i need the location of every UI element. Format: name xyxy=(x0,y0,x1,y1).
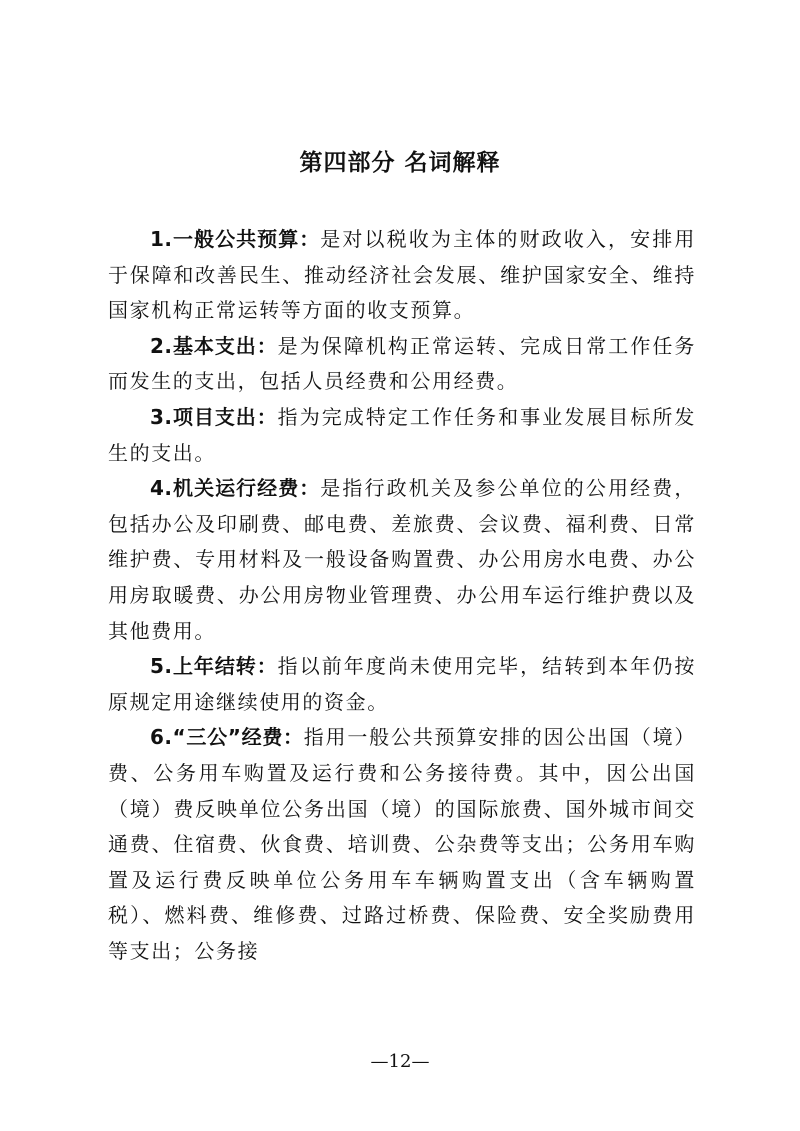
paragraph-basic-expenditure xyxy=(108,329,696,400)
paragraph-three-public-expenses xyxy=(108,720,696,969)
paragraph-general-public-budget xyxy=(108,222,696,329)
term-label: 1.一般公共预算： xyxy=(150,227,321,251)
term-label: 3.项目支出： xyxy=(150,404,278,429)
term-definition: 指以前年度尚未使用完毕，结转到本年仍按原规定用途继续使用的资金。 xyxy=(108,654,697,714)
term-definition: 是指行政机关及参公单位的公用经费，包括办公及印刷费、邮电费、差旅费、会议费、福利费、日常维护费、专用材料及一般设备购置费、办公用房水电费、办公用房取暖费、办公用房物业管理费、办公用车运行维护费以及其他费用。 xyxy=(108,476,697,643)
term-definition: 指为完成特定工作任务和事业发展目标所发生的支出。 xyxy=(108,404,697,465)
paragraph-project-expenditure xyxy=(108,400,696,471)
paragraph-agency-operating-costs xyxy=(108,471,696,649)
term-definition: 是为保障机构正常运转、完成日常工作任务而发生的支出，包括人员经费和公用经费。 xyxy=(108,333,697,394)
term-label: 5.上年结转： xyxy=(150,654,278,679)
term-definition: 是对以税收为主体的财政收入，安排用于保障和改善民生、推动经济社会发展、维护国家安全、维持国家机构正常运转等方面的收支预算。 xyxy=(108,227,697,323)
document-body xyxy=(108,222,696,969)
term-label: 2.基本支出： xyxy=(150,333,278,358)
term-definition: 指用一般公共预算安排的因公出国（境）费、公务用车购置及运行费和公务接待费。其中，因公出国（境）费反映单位公务出国（境）的国际旅费、国外城市间交通费、住宿费、伙食费、培训费、公杂费等支出；公务用车购置及运行费反映单位公务用车车辆购置支出（含车辆购置税）、燃料费、维修费、过路过桥费、保险费、安全奖励费用等支出；公务接 xyxy=(108,725,696,963)
paragraph-prior-year-carryover xyxy=(108,649,696,720)
term-label: 4.机关运行经费： xyxy=(150,476,321,501)
page-number: —12— xyxy=(370,1051,430,1072)
page-title: 第四部分 名词解释 xyxy=(299,150,501,176)
term-label: 6.“三公”经费： xyxy=(150,725,304,750)
